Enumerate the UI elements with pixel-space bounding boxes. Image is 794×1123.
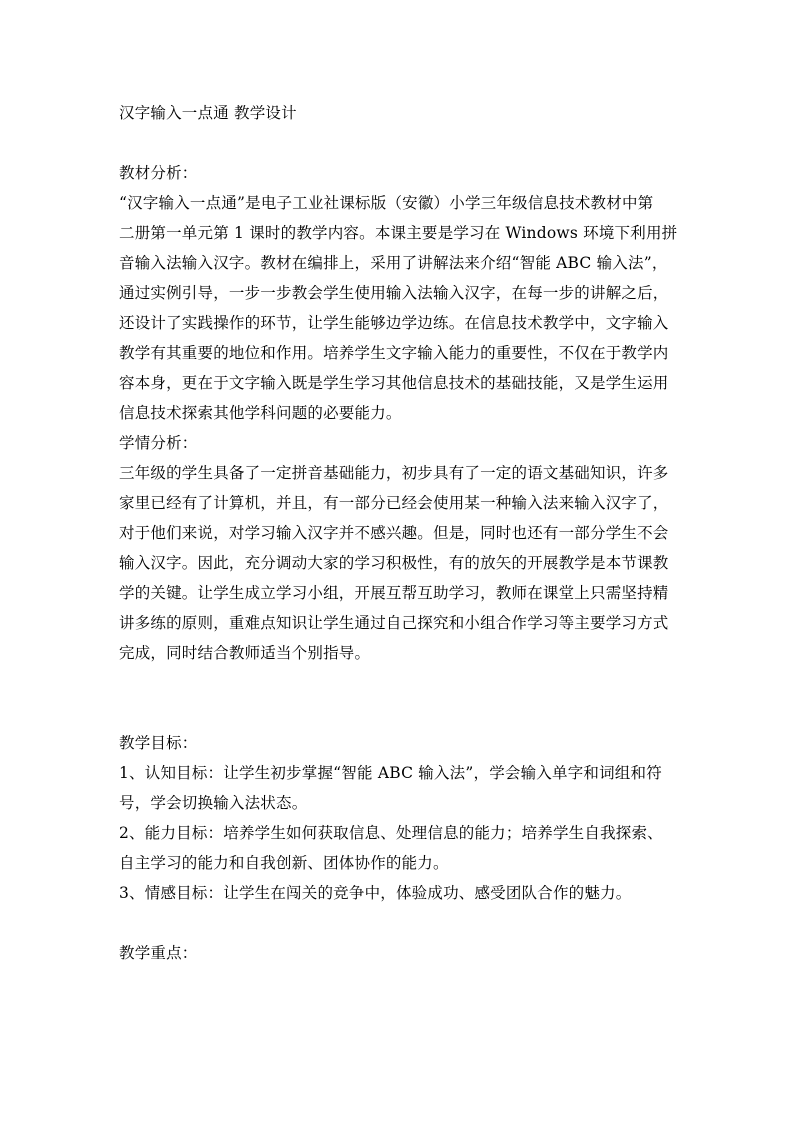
paragraph-line: 音输入法输入汉字。教材在编排上，采用了讲解法来介绍“智能 ABC 输入法”， <box>119 254 668 272</box>
paragraph-line: 自主学习的能力和自我创新、团体协作的能力。 <box>119 854 449 872</box>
paragraph-line: 2、能力目标：培养学生如何获取信息、处理信息的能力；培养学生自我探索、 <box>119 824 663 842</box>
paragraph-line: 完成，同时结合教师适当个别指导。 <box>119 644 371 662</box>
section-heading: 教学重点： <box>119 944 198 962</box>
paragraph-line: 教学有其重要的地位和作用。培养学生文字输入能力的重要性，不仅在于教学内 <box>119 344 669 362</box>
paragraph-line: 三年级的学生具备了一定拼音基础能力，初步具有了一定的语文基础知识，许多 <box>119 464 669 482</box>
section-heading: 学情分析： <box>119 434 198 452</box>
paragraph-line: 号，学会切换输入法状态。 <box>119 794 308 812</box>
paragraph-line: 对于他们来说，对学习输入汉字并不感兴趣。但是，同时也还有一部分学生不会 <box>119 524 669 542</box>
document-title: 汉字输入一点通 教学设计 <box>119 104 297 122</box>
section-heading: 教学目标： <box>119 734 198 752</box>
paragraph-line: 二册第一单元第 1 课时的教学内容。本课主要是学习在 Windows 环境下利用拼 <box>119 224 678 242</box>
paragraph-line: 信息技术探索其他学科问题的必要能力。 <box>119 404 402 422</box>
section-goals <box>119 728 679 908</box>
section-material <box>119 158 679 428</box>
paragraph-line: 3、情感目标：让学生在闯关的竞争中，体验成功、感受团队合作的魅力。 <box>119 884 632 902</box>
document-body <box>119 98 679 968</box>
section-heading: 教材分析： <box>119 164 198 182</box>
paragraph-line: 讲多练的原则，重难点知识让学生通过自己探究和小组合作学习等主要学习方式 <box>119 614 669 632</box>
paragraph-line: 学的关键。让学生成立学习小组，开展互帮互助学习，教师在课堂上只需坚持精 <box>119 584 669 602</box>
paragraph-line: “汉字输入一点通”是电子工业社课标版（安徽）小学三年级信息技术教材中第 <box>119 194 654 212</box>
section-students <box>119 428 679 668</box>
section-keypoints <box>119 938 679 968</box>
paragraph-line: 通过实例引导，一步一步教会学生使用输入法输入汉字，在每一步的讲解之后， <box>119 284 669 302</box>
paragraph-line: 1、认知目标：让学生初步掌握“智能 ABC 输入法”，学会输入单字和词组和符 <box>119 764 662 782</box>
paragraph-line: 输入汉字。因此，充分调动大家的学习积极性，有的放矢的开展教学是本节课教 <box>119 554 669 572</box>
paragraph-line: 容本身，更在于文字输入既是学生学习其他信息技术的基础技能，又是学生运用 <box>119 374 669 392</box>
paragraph-line: 家里已经有了计算机，并且，有一部分已经会使用某一种输入法来输入汉字了， <box>119 494 669 512</box>
paragraph-line: 还设计了实践操作的环节，让学生能够边学边练。在信息技术教学中，文字输入 <box>119 314 669 332</box>
